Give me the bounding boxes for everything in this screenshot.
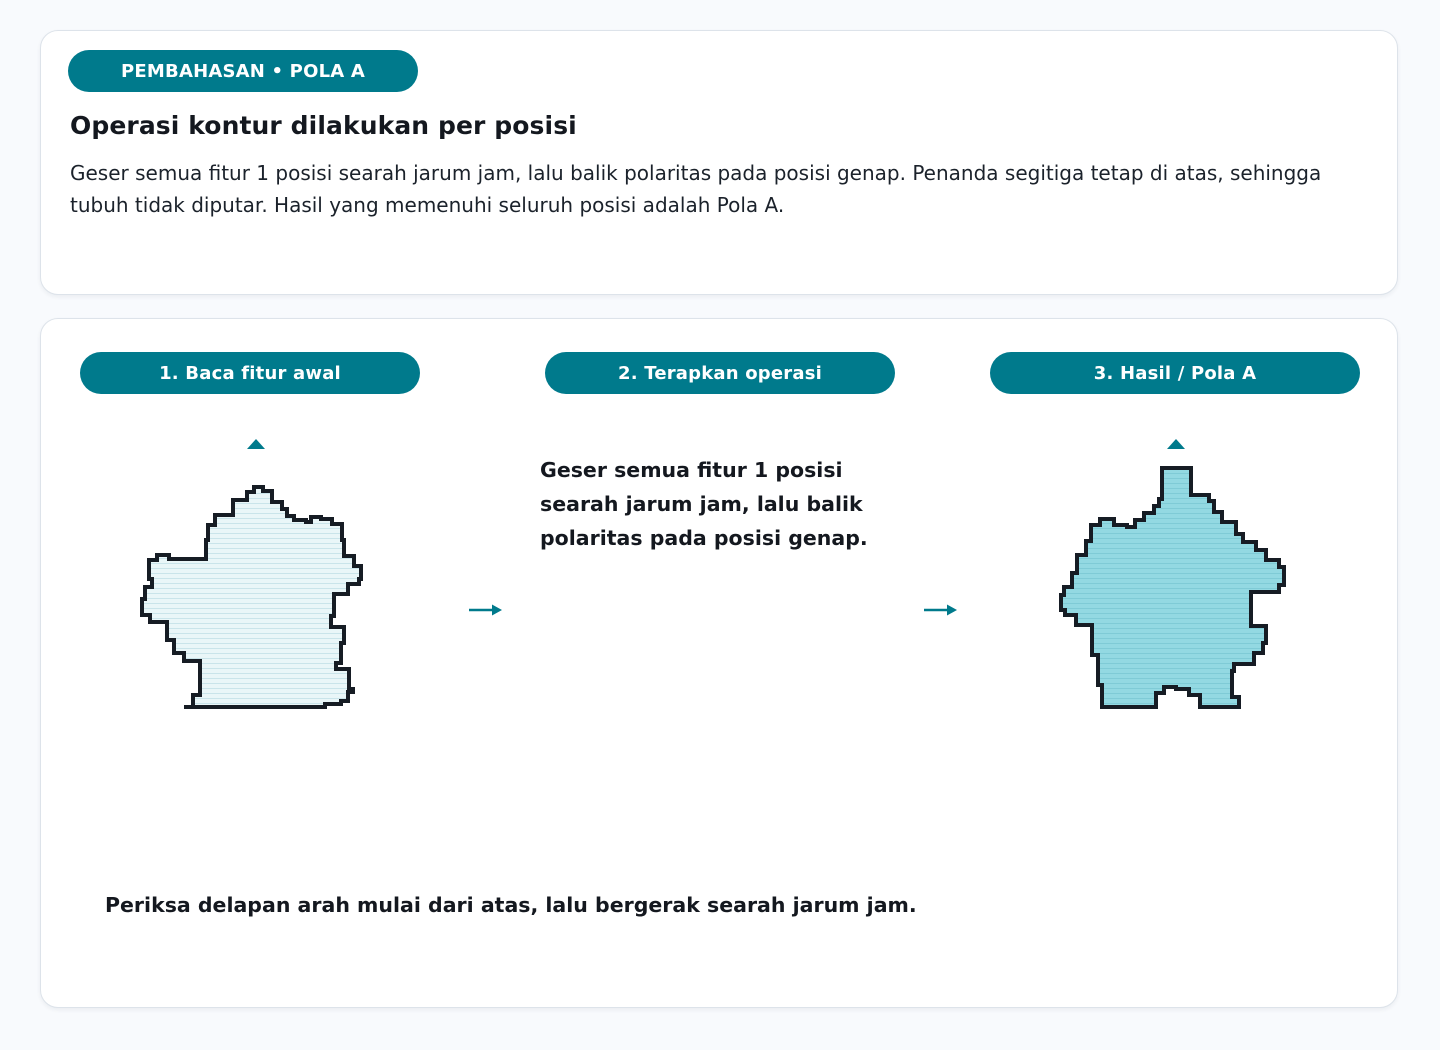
operation-text: Geser semua fitur 1 posisi searah jarum jam, lalu balik polaritas pada posisi genap. [540, 458, 868, 550]
result-shape [1054, 429, 1289, 714]
footer-note: Periksa delapan arah mulai dari atas, lalu bergerak searah jarum jam. [105, 893, 917, 917]
diagram-card [40, 318, 1398, 1008]
step-3-label: 3. Hasil / Pola A [990, 352, 1360, 394]
triangle-up-icon [247, 439, 265, 449]
arrow-right-icon [923, 601, 959, 619]
initial-shape-body [142, 487, 361, 707]
result-shape-body [1061, 468, 1284, 707]
explanation-text: Geser semua fitur 1 posisi searah jarum jam, lalu balik polaritas pada posisi genap. Penanda segitiga tetap di atas, sehingga tubuh tidak diputar. Hasil yang memenuhi seluruh posisi adalah Pola A. [70, 161, 1322, 217]
initial-shape [136, 429, 371, 714]
step-1-label: 1. Baca fitur awal [80, 352, 420, 394]
arrow-right-icon [468, 601, 504, 619]
page-title: Operasi kontur dilakukan per posisi [70, 111, 577, 140]
triangle-up-icon [1167, 439, 1185, 449]
step-2-label: 2. Terapkan operasi [545, 352, 895, 394]
explanation-card [40, 30, 1398, 295]
section-badge: PEMBAHASAN • POLA A [68, 50, 418, 92]
